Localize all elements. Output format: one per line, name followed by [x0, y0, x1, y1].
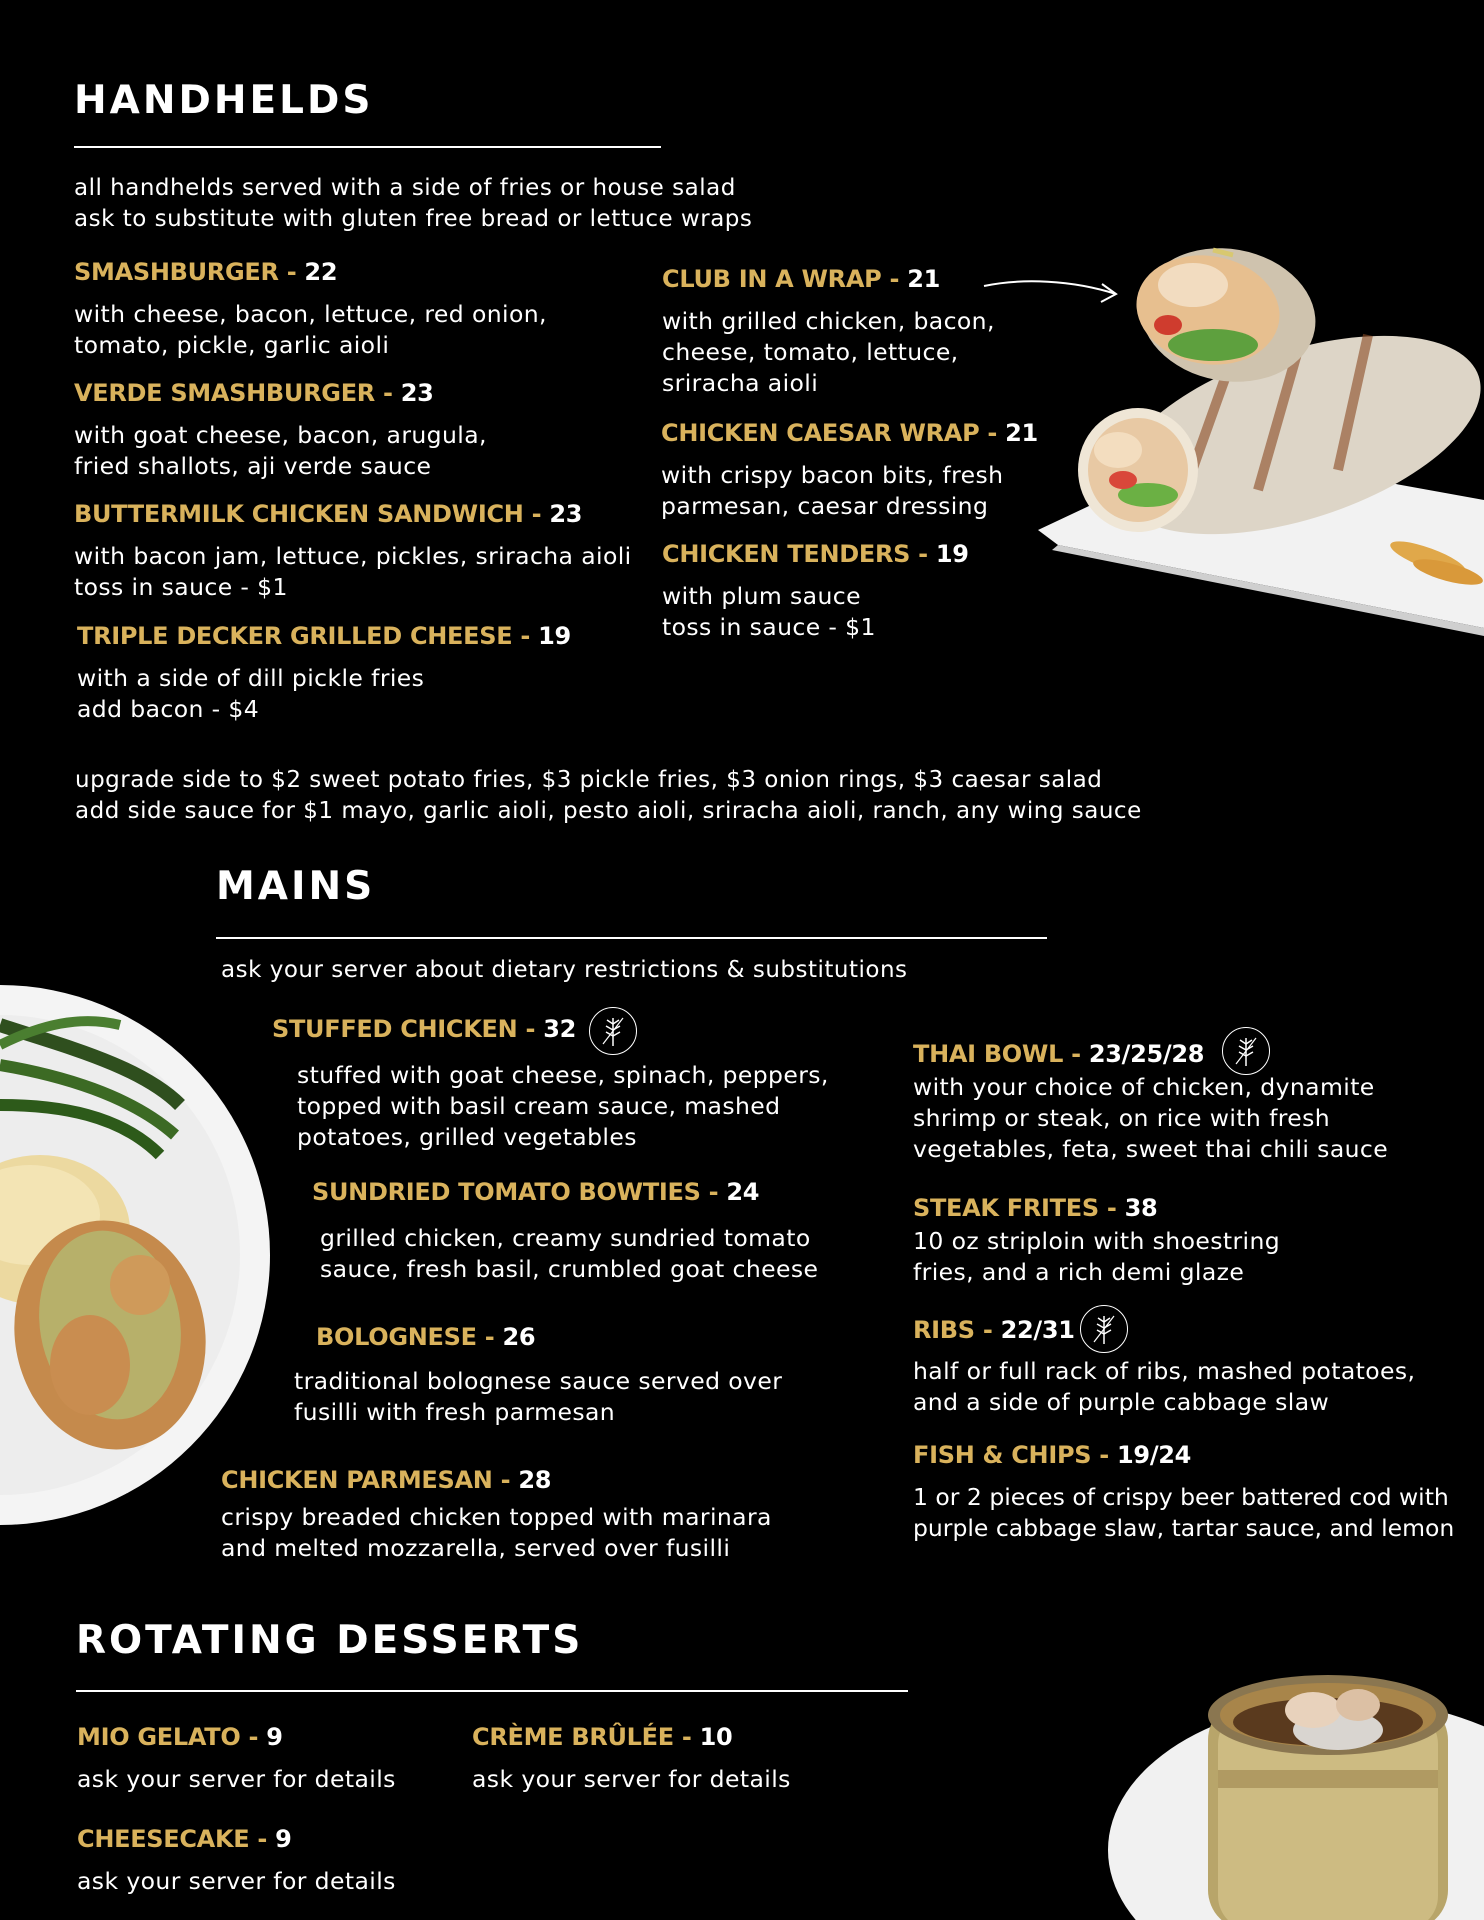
item-name: CRÈME BRÛLÉE -	[472, 1723, 700, 1751]
item-description	[320, 1223, 818, 1285]
item-description: ask your server for details	[77, 1867, 396, 1895]
item-description	[221, 1502, 772, 1564]
menu-item-club-in-a-wrap	[662, 265, 995, 399]
item-title	[661, 419, 1038, 447]
menu-item-ribs	[913, 1316, 1415, 1418]
item-price: 23	[549, 500, 583, 528]
item-description	[294, 1366, 782, 1428]
item-name: STUFFED CHICKEN -	[272, 1015, 544, 1043]
handhelds-note-line: ask to substitute with gluten free bread or lettuce wraps	[74, 206, 753, 232]
menu-item-stuffed-chicken	[272, 1015, 576, 1043]
menu-item-mio-gelato	[77, 1723, 396, 1795]
handhelds-note-line: all handhelds served with a side of fries or house salad	[74, 175, 736, 201]
desc-line: with your choice of chicken, dynamite	[913, 1073, 1375, 1101]
desc-line: fries, and a rich demi glaze	[913, 1258, 1245, 1286]
desc-line: cheese, tomato, lettuce,	[662, 338, 959, 366]
desc-line: with cheese, bacon, lettuce, red onion,	[74, 300, 547, 328]
handhelds-note	[74, 173, 752, 235]
item-name: THAI BOWL -	[913, 1040, 1089, 1068]
item-title	[472, 1723, 791, 1751]
gluten-free-icon	[589, 1007, 637, 1055]
item-name: FISH & CHIPS -	[913, 1441, 1118, 1469]
desc-line: grilled chicken, creamy sundried tomato	[320, 1224, 811, 1252]
item-description	[74, 299, 547, 361]
item-title	[662, 540, 969, 568]
menu-item-cheesecake	[77, 1825, 396, 1897]
menu-item-buttermilk-chicken-sandwich	[74, 500, 632, 603]
item-title	[913, 1316, 1415, 1344]
mains-divider	[216, 937, 1047, 939]
menu-item-verde-smashburger	[74, 379, 487, 482]
item-title	[316, 1323, 535, 1351]
desc-line: and melted mozzarella, served over fusilli	[221, 1534, 731, 1562]
menu-item-triple-decker-grilled-cheese	[77, 622, 571, 725]
item-description	[913, 1356, 1415, 1418]
item-name: TRIPLE DECKER GRILLED CHEESE -	[77, 622, 539, 650]
item-description	[913, 1482, 1454, 1544]
menu-item-chicken-parmesan	[221, 1466, 772, 1564]
menu-item-thai-bowl	[913, 1040, 1388, 1165]
item-title	[221, 1466, 772, 1494]
upgrade-line: upgrade side to $2 sweet potato fries, $3 pickle fries, $3 onion rings, $3 caesar salad	[75, 767, 1103, 793]
item-name: SUNDRIED TOMATO BOWTIES -	[312, 1178, 727, 1206]
item-name: SMASHBURGER -	[74, 258, 305, 286]
desc-line: toss in sauce - $1	[662, 613, 876, 641]
item-name: CLUB IN A WRAP -	[662, 265, 908, 293]
upgrade-line: add side sauce for $1 mayo, garlic aioli, pesto aioli, sriracha aioli, ranch, any wing sauce	[75, 798, 1142, 824]
desc-line: with bacon jam, lettuce, pickles, sriracha aioli	[74, 542, 632, 570]
chicken-plate-photo	[0, 985, 272, 1525]
item-name: BUTTERMILK CHICKEN SANDWICH -	[74, 500, 550, 528]
desc-line: with plum sauce	[662, 582, 861, 610]
item-price: 19	[538, 622, 571, 650]
item-title	[662, 265, 995, 293]
handhelds-title: HANDHELDS	[74, 78, 374, 123]
menu-item-sundried-tomato-bowties	[312, 1178, 818, 1285]
item-price: 38	[1124, 1194, 1158, 1222]
item-price: 32	[543, 1015, 577, 1043]
item-price: 22/31	[1000, 1316, 1075, 1344]
item-price: 28	[518, 1466, 552, 1494]
desc-line: purple cabbage slaw, tartar sauce, and lemon	[913, 1514, 1455, 1542]
desserts-divider	[76, 1690, 908, 1692]
desc-line: with crispy bacon bits, fresh	[661, 461, 1004, 489]
menu-item-creme-brulee	[472, 1723, 791, 1795]
desc-line: traditional bolognese sauce served over	[294, 1367, 783, 1395]
item-description	[662, 581, 969, 643]
item-price: 21	[907, 265, 940, 293]
item-price: 19/24	[1117, 1441, 1192, 1469]
item-price: 9	[275, 1825, 292, 1853]
handhelds-upgrade-notes	[75, 765, 1195, 827]
desc-line: sauce, fresh basil, crumbled goat cheese	[320, 1255, 819, 1283]
desc-line: toss in sauce - $1	[74, 573, 288, 601]
desc-line: and a side of purple cabbage slaw	[913, 1388, 1330, 1416]
menu-item-chicken-tenders	[662, 540, 969, 643]
item-description	[662, 306, 995, 399]
desc-line: potatoes, grilled vegetables	[297, 1123, 637, 1151]
gluten-free-icon	[1080, 1305, 1128, 1353]
desc-line: 1 or 2 pieces of crispy beer battered cod with	[913, 1483, 1449, 1511]
item-title	[913, 1040, 1388, 1068]
item-description	[913, 1226, 1280, 1288]
menu-item-fish-and-chips	[913, 1441, 1454, 1544]
item-description	[74, 541, 632, 603]
item-title	[74, 500, 632, 528]
item-title	[77, 1723, 396, 1751]
item-price: 21	[1005, 419, 1038, 447]
desc-line: parmesan, caesar dressing	[661, 492, 989, 520]
item-description	[297, 1060, 829, 1153]
desc-line: fried shallots, aji verde sauce	[74, 452, 432, 480]
desc-line: with grilled chicken, bacon,	[662, 307, 995, 335]
item-name: CHICKEN PARMESAN -	[221, 1466, 519, 1494]
item-title	[913, 1194, 1280, 1222]
item-name: RIBS -	[913, 1316, 1001, 1344]
mains-note: ask your server about dietary restrictions & substitutions	[221, 957, 908, 983]
item-title	[77, 1825, 396, 1853]
item-price: 10	[699, 1723, 733, 1751]
menu-item-chicken-caesar-wrap	[661, 419, 1038, 522]
desc-line: sriracha aioli	[662, 369, 819, 397]
item-price: 26	[502, 1323, 536, 1351]
desc-line: with a side of dill pickle fries	[77, 664, 425, 692]
item-price: 23	[400, 379, 434, 407]
menu-item-bolognese	[316, 1323, 535, 1351]
item-description	[661, 460, 1038, 522]
item-description	[77, 663, 571, 725]
item-title	[312, 1178, 818, 1206]
item-name: CHICKEN TENDERS -	[662, 540, 936, 568]
desc-line: topped with basil cream sauce, mashed	[297, 1092, 781, 1120]
item-name: MIO GELATO -	[77, 1723, 267, 1751]
dessert-jar-photo	[1108, 1660, 1484, 1920]
item-title	[74, 379, 487, 407]
item-name: VERDE SMASHBURGER -	[74, 379, 401, 407]
item-price: 23/25/28	[1088, 1040, 1205, 1068]
item-price: 19	[935, 540, 969, 568]
desc-line: 10 oz striploin with shoestring	[913, 1227, 1281, 1255]
menu-item-smashburger	[74, 258, 547, 361]
item-description: ask your server for details	[77, 1765, 396, 1793]
item-description	[74, 420, 487, 482]
item-title	[77, 622, 571, 650]
item-price: 22	[304, 258, 338, 286]
item-price: 24	[726, 1178, 760, 1206]
desserts-title: ROTATING DESSERTS	[76, 1618, 584, 1663]
desc-line: add bacon - $4	[77, 695, 260, 723]
mains-title: MAINS	[216, 864, 376, 909]
item-title	[913, 1441, 1454, 1469]
item-name: STEAK FRITES -	[913, 1194, 1125, 1222]
item-name: CHICKEN CAESAR WRAP -	[661, 419, 1006, 447]
handhelds-divider	[74, 146, 661, 148]
desc-line: fusilli with fresh parmesan	[294, 1398, 616, 1426]
item-description: ask your server for details	[472, 1765, 791, 1793]
desc-line: crispy breaded chicken topped with marinara	[221, 1503, 772, 1531]
item-description	[913, 1072, 1388, 1165]
gluten-free-icon	[1222, 1027, 1270, 1075]
desc-line: tomato, pickle, garlic aioli	[74, 331, 390, 359]
desc-line: vegetables, feta, sweet thai chili sauce	[913, 1135, 1389, 1163]
desc-line: shrimp or steak, on rice with fresh	[913, 1104, 1331, 1132]
item-title	[74, 258, 547, 286]
wrap-photo	[1028, 240, 1484, 640]
item-price: 9	[266, 1723, 283, 1751]
menu-item-steak-frites	[913, 1194, 1280, 1288]
desc-line: with goat cheese, bacon, arugula,	[74, 421, 487, 449]
desc-line: stuffed with goat cheese, spinach, peppers,	[297, 1061, 829, 1089]
item-name: BOLOGNESE -	[316, 1323, 503, 1351]
item-title	[272, 1015, 576, 1043]
item-name: CHEESECAKE -	[77, 1825, 276, 1853]
desc-line: half or full rack of ribs, mashed potatoes,	[913, 1357, 1416, 1385]
